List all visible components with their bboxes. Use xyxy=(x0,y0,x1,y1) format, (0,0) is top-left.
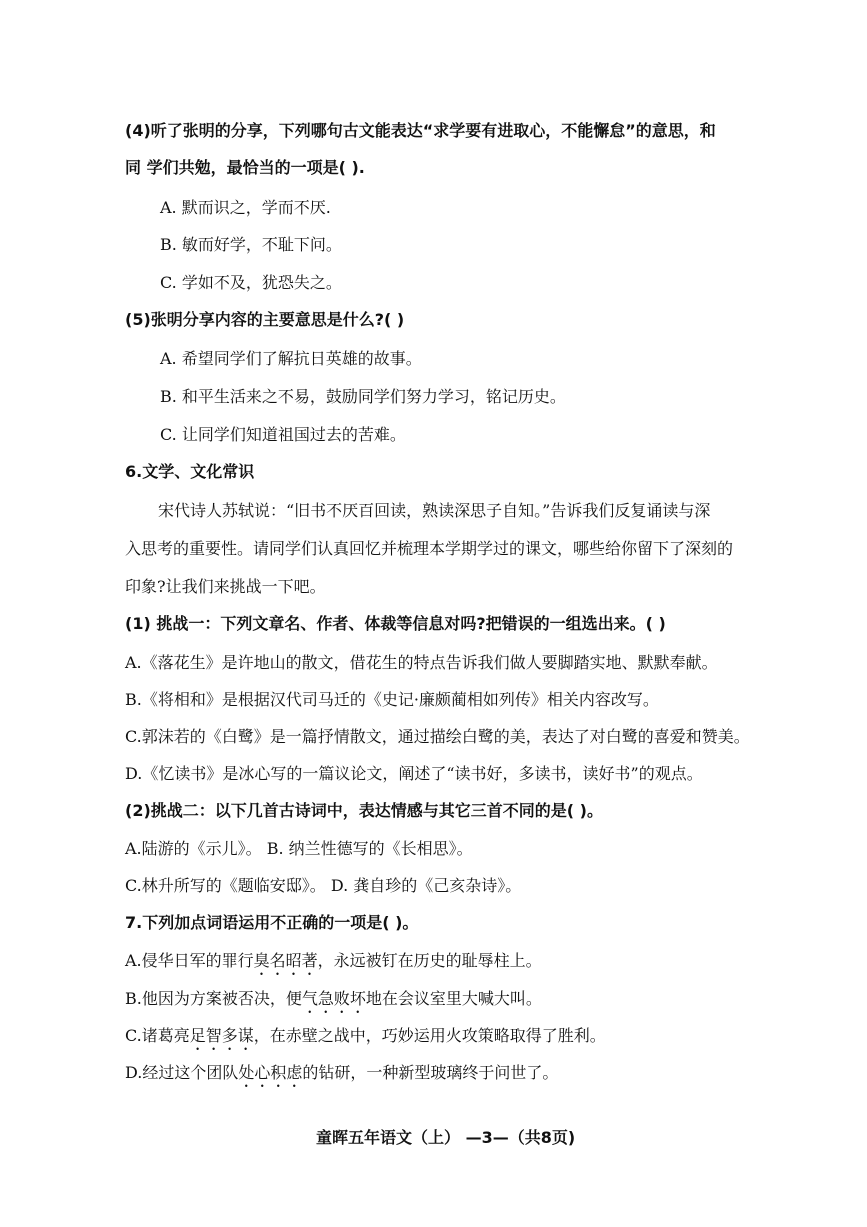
q4-option-b: B. 敏而好学，不耻下问。 xyxy=(160,235,342,254)
q7-option-d xyxy=(125,1062,558,1091)
challenge2-stem: (2)挑战二：以下几首古诗词中，表达情感与其它三首不同的是( )。 xyxy=(125,801,603,820)
q7-stem: 7.下列加点词语运用不正确的一项是( )。 xyxy=(125,913,419,932)
q5-option-b: B. 和平生活来之不易，鼓励同学们努力学习，铭记历史。 xyxy=(160,387,566,406)
q7-option-d-dotted-phrase: 处心积虑 xyxy=(238,1063,303,1082)
q7-option-b-prefix: B.他因为方案被否决，便 xyxy=(125,989,302,1008)
q4-option-c: C. 学如不及，犹恐失之。 xyxy=(160,273,342,292)
q7-option-b-dotted-phrase: 气急败坏 xyxy=(301,989,366,1008)
challenge1-option-c: C.郭沫若的《白鹭》是一篇抒情散文，通过描绘白鹭的美，表达了对白鹭的喜爱和赞美。 xyxy=(125,727,750,746)
q7-option-d-suffix: 的钻研，一种新型玻璃终于问世了。 xyxy=(302,1063,559,1082)
q7-option-c xyxy=(125,1025,606,1054)
q5-option-c: C. 让同学们知道祖国过去的苦难。 xyxy=(160,425,406,444)
q4-stem-line1: (4)听了张明的分享，下列哪句古文能表达“求学要有进取心，不能懈怠”的意思，和 xyxy=(125,121,716,140)
q7-option-c-dotted-phrase: 足智多谋 xyxy=(189,1026,254,1045)
q5-stem: (5)张明分享内容的主要意思是什么?( ) xyxy=(125,310,405,329)
q5-option-a: A. 希望同学们了解抗日英雄的故事。 xyxy=(160,349,422,368)
q7-option-c-prefix: C.诸葛亮 xyxy=(125,1026,190,1045)
challenge1-option-b: B.《将相和》是根据汉代司马迁的《史记·廉颇蔺相如列传》相关内容改写。 xyxy=(125,690,659,709)
q4-stem-line2: 同 学们共勉，最恰当的一项是( ). xyxy=(125,158,365,177)
q7-option-a-prefix: A.侵华日军的罪行 xyxy=(125,951,254,970)
q7-option-a xyxy=(125,950,542,979)
page-footer: 童晖五年语文（上） —3—（共8页) xyxy=(316,1128,576,1147)
q7-option-a-dotted-phrase: 臭名昭著 xyxy=(253,951,318,970)
challenge2-options-ab: A.陆游的《示儿》。 B. 纳兰性德写的《长相思》。 xyxy=(125,839,473,858)
section6-paragraph-line3: 印象?让我们来挑战一下吧。 xyxy=(125,577,326,596)
q7-option-d-prefix: D.经过这个团队 xyxy=(125,1063,239,1082)
q4-option-a: A. 默而识之，学而不厌. xyxy=(160,198,331,217)
q7-option-b-suffix: 地在会议室里大喊大叫。 xyxy=(365,989,542,1008)
challenge1-option-a: A.《落花生》是许地山的散文，借花生的特点告诉我们做人要脚踏实地、默默奉献。 xyxy=(125,653,718,672)
q7-option-a-suffix: ，永远被钉在历史的耻辱柱上。 xyxy=(317,951,542,970)
section6-paragraph-line1: 宋代诗人苏轼说：“旧书不厌百回读，熟读深思子自知。”告诉我们反复诵读与深 xyxy=(158,501,711,520)
section6-title: 6.文学、文化常识 xyxy=(125,462,255,481)
challenge2-options-cd: C.林升所写的《题临安邸》。 D. 龚自珍的《己亥杂诗》。 xyxy=(125,876,522,895)
challenge1-option-d: D.《忆读书》是冰心写的一篇议论文，阐述了“读书好，多读书，读好书”的观点。 xyxy=(125,764,703,783)
q7-option-b xyxy=(125,988,542,1017)
section6-paragraph-line2: 入思考的重要性。请同学们认真回忆并梳理本学期学过的课文，哪些给你留下了深刻的 xyxy=(125,539,734,558)
q7-option-c-suffix: ，在赤壁之战中，巧妙运用火攻策略取得了胜利。 xyxy=(253,1026,606,1045)
challenge1-stem: (1) 挑战一：下列文章名、作者、体裁等信息对吗?把错误的一组选出来。( ) xyxy=(125,614,666,633)
